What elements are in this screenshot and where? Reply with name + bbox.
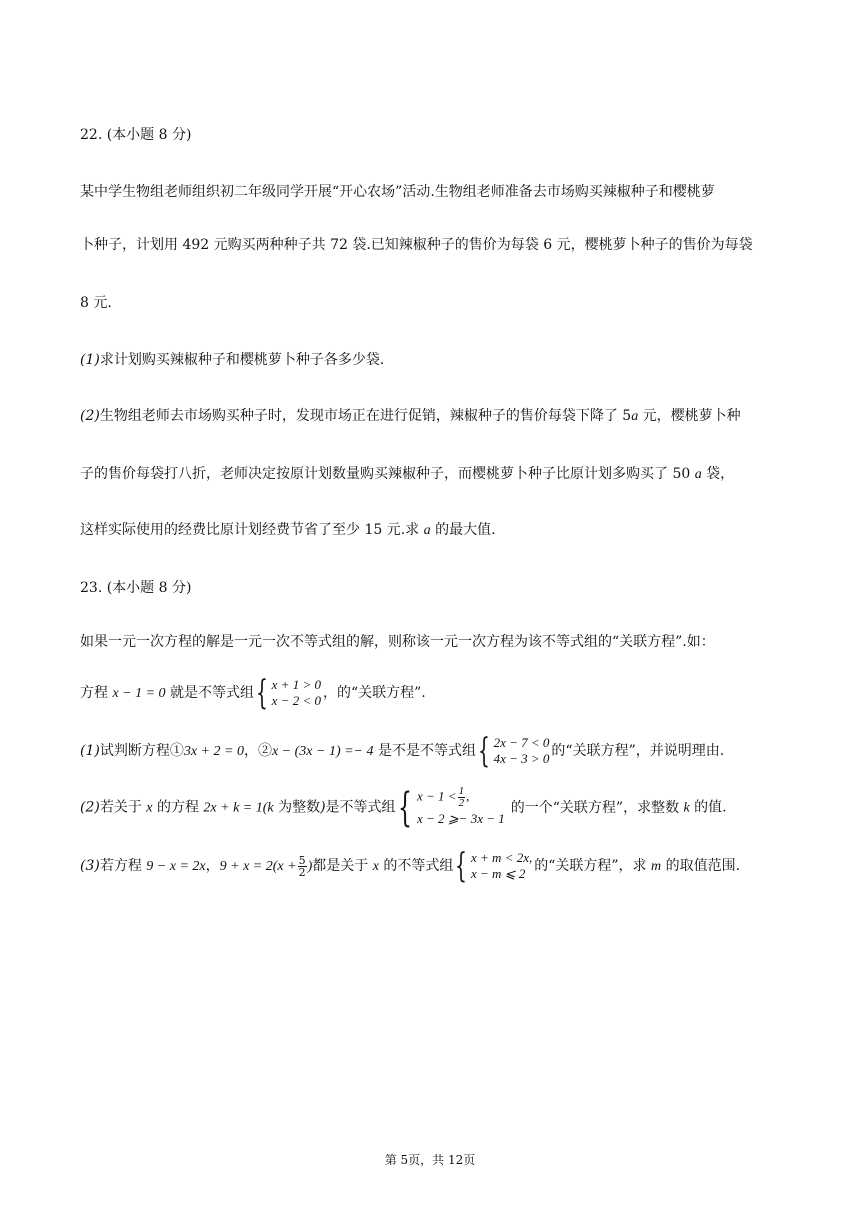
q23-s3-row-2: x − m ⩽ 2 bbox=[471, 866, 526, 881]
q23-s3-inequality-system bbox=[455, 846, 532, 886]
fraction-numerator: 1 bbox=[458, 785, 465, 797]
q23-s2-paren: ) bbox=[320, 799, 326, 816]
q23-s3-row-1: x + m < 2x, bbox=[471, 850, 533, 865]
q22-header bbox=[80, 125, 191, 145]
q23-s2-var-k2: k bbox=[683, 800, 690, 816]
page-number: 第 5页，共 12页 bbox=[384, 1153, 476, 1167]
page-footer bbox=[0, 1151, 860, 1168]
q23-s2-row-2: x − 2 ⩾− 3x − 1 bbox=[417, 811, 505, 826]
q23-s3-number: (3) bbox=[80, 858, 100, 874]
q22-subquestion-2-line-3 bbox=[80, 520, 496, 541]
q23-s1-inequality-system bbox=[478, 733, 549, 769]
q23-intro-text: 如果一元一次方程的解是一元一次不等式组的解，则称该一元一次方程为该不等式组的“关联方程”.如： bbox=[80, 634, 715, 650]
q22-s2-l3-text: 这样实际使用的经费比原计划经费节省了至少 15 元.求 bbox=[80, 522, 424, 538]
q22-s2-l1-text: 生物组老师去市场购买种子时，发现市场正在进行促销，辣椒种子的售价每袋下降了 5 bbox=[99, 408, 632, 424]
q22-s2-l2-tail: 袋， bbox=[701, 466, 735, 482]
left-brace-icon: { bbox=[455, 846, 468, 886]
q22-s2-number: (2) bbox=[80, 408, 100, 424]
q23-s2-row-1 bbox=[417, 786, 505, 809]
q23-s1-equation-1: 3x + 2 = 0 bbox=[183, 744, 244, 759]
q23-ex-inequality-system bbox=[256, 675, 321, 711]
fraction-denominator: 2 bbox=[458, 797, 465, 809]
q22-s2-l3-tail: 的最大值. bbox=[430, 522, 496, 538]
left-brace-icon: { bbox=[256, 673, 268, 713]
q23-subquestion-2 bbox=[80, 786, 727, 830]
q23-example bbox=[80, 675, 426, 712]
q22-s2-l1-tail: 元，樱桃萝卜种 bbox=[638, 408, 741, 424]
q22-s2-l1-var: a bbox=[631, 409, 639, 424]
q23-s2-row-1-lhs: x − 1 < bbox=[417, 788, 457, 804]
q23-subquestion-3 bbox=[80, 846, 740, 887]
q23-ex-equation: x − 1 = 0 bbox=[112, 686, 166, 701]
q23-ex-post: ，的“关联方程”. bbox=[322, 685, 426, 701]
q23-subquestion-1 bbox=[80, 733, 724, 770]
q23-s2-fraction bbox=[458, 786, 466, 809]
q22-header-text: 22. (本小题 8 分) bbox=[80, 127, 192, 143]
q22-s2-l3-var: a bbox=[423, 523, 431, 538]
q22-s1-text: 求计划购买辣椒种子和樱桃萝卜种子各多少袋. bbox=[99, 352, 385, 368]
q23-s2-text-e: 是不等式组 bbox=[325, 799, 396, 816]
q23-s3-text-e: 的“关联方程”，求 bbox=[534, 858, 651, 874]
q22-paragraph-line-2 bbox=[80, 235, 753, 255]
q22-p3-text: 8 元. bbox=[80, 295, 112, 311]
q23-s1-equation-2: x − (3x − 1) =− 4 bbox=[271, 744, 374, 759]
q22-p1-text: 某中学生物组老师组织初二年级同学开展“开心农场”活动.生物组老师准备去市场购买辣椒种子和樱桃萝 bbox=[80, 184, 715, 200]
q22-paragraph-line-1 bbox=[80, 182, 715, 202]
fraction-denominator: 2 bbox=[298, 865, 306, 879]
q23-s3-var-x: x bbox=[372, 859, 379, 874]
q23-s3-fraction bbox=[298, 855, 307, 878]
q23-s1-text-d: 的“关联方程”，并说明理由. bbox=[551, 743, 725, 759]
q23-s2-var-x: x bbox=[146, 800, 153, 816]
q23-ex-pre: 方程 bbox=[80, 685, 113, 701]
q23-s1-row-1: 2x − 7 < 0 bbox=[493, 735, 550, 750]
q23-s3-text-d: 的不等式组 bbox=[378, 858, 454, 874]
q23-s2-text-c: 为整数 bbox=[273, 799, 321, 816]
q23-s2-row-1-comma: , bbox=[466, 788, 470, 804]
q23-s3-equation-1: 9 − x = 2x bbox=[146, 859, 206, 874]
q22-paragraph-line-3 bbox=[80, 293, 112, 313]
q23-s1-text-c: 是不是不等式组 bbox=[373, 743, 476, 759]
q22-s1-number: (1) bbox=[80, 352, 100, 368]
q23-s2-var-k: k bbox=[267, 800, 274, 816]
q23-s3-equation-2: 9 + x = 2(x + bbox=[219, 859, 297, 874]
q23-header bbox=[80, 578, 191, 598]
q23-s1-row-2: 4x − 3 > 0 bbox=[493, 751, 550, 766]
q23-ex-mid: 就是不等式组 bbox=[165, 685, 255, 701]
q23-s2-inequality-system bbox=[398, 786, 505, 829]
q23-s2-number: (2) bbox=[80, 799, 100, 816]
q22-s2-l2-var: a bbox=[694, 467, 702, 482]
q23-s2-text-g: 的一个“关联方程”，求整数 bbox=[510, 799, 684, 816]
q22-subquestion-1 bbox=[80, 350, 384, 370]
q23-intro bbox=[80, 632, 715, 652]
q23-s3-paren: ) bbox=[307, 859, 313, 874]
q23-s3-var-m: m bbox=[651, 859, 662, 874]
q23-ex-row-1: x + 1 > 0 bbox=[271, 677, 321, 692]
q23-s2-text-a: 若关于 bbox=[99, 799, 147, 816]
q23-s3-text-a: 若方程 bbox=[99, 858, 147, 874]
left-brace-icon: { bbox=[477, 731, 490, 771]
q22-subquestion-2-line-1 bbox=[80, 406, 741, 427]
q23-s1-text-a: 试判断方程① bbox=[99, 743, 184, 759]
fraction-numerator: 5 bbox=[298, 853, 306, 867]
q23-ex-row-2: x − 2 < 0 bbox=[271, 693, 321, 708]
left-brace-icon: { bbox=[397, 784, 412, 831]
q23-s2-text-b: 的方程 bbox=[152, 799, 204, 816]
q22-subquestion-2-line-2 bbox=[80, 464, 734, 485]
q23-s1-number: (1) bbox=[80, 743, 100, 759]
q23-s1-text-b: ，② bbox=[243, 743, 272, 759]
q23-s3-text-b: ， bbox=[205, 858, 220, 874]
q22-p2-text: 卜种子，计划用 492 元购买两种种子共 72 袋.已知辣椒种子的售价为每袋 6 元，樱桃萝卜种子的售价为每袋 bbox=[80, 237, 753, 253]
q23-s3-text-c: 都是关于 bbox=[312, 858, 373, 874]
q22-s2-l2-text: 子的售价每袋打八折，老师决定按原计划数量购买辣椒种子，而樱桃萝卜种子比原计划多购买了 50 bbox=[80, 466, 695, 482]
q23-header-text: 23. (本小题 8 分) bbox=[80, 580, 192, 596]
q23-s3-text-f: 的取值范围. bbox=[661, 858, 741, 874]
q23-s2-text-h: 的值. bbox=[689, 799, 727, 816]
q23-s2-equation: 2x + k = 1( bbox=[203, 800, 268, 816]
